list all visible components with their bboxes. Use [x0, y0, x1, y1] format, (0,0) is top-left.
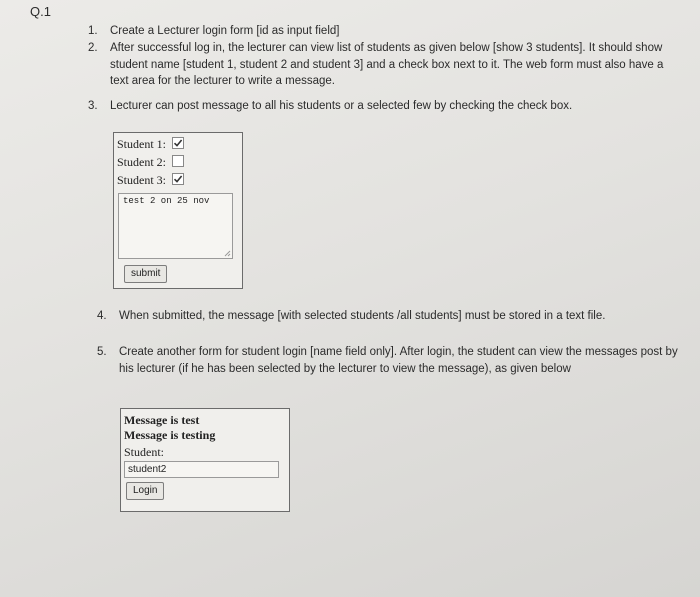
- student-label: Student 3:: [117, 173, 167, 187]
- student-field-label: Student:: [124, 445, 165, 459]
- message-textarea[interactable]: [118, 193, 233, 259]
- message-line: Message is test: [124, 413, 200, 427]
- item-number: 5.: [97, 346, 107, 358]
- item-text: When submitted, the message [with selected students /all students] must be stored in a text file.: [119, 310, 606, 322]
- item-text: Create another form for student login [name field only]. After login, the student can view the messages post by his lecturer (if he has been selected by the lecturer to view the message), as given below: [119, 346, 678, 375]
- student-row: [117, 172, 184, 189]
- list-item: [88, 23, 670, 40]
- student-name-input[interactable]: student2: [124, 461, 279, 478]
- student-view-form: [120, 408, 290, 512]
- item-number: 1.: [88, 25, 98, 37]
- item-number: 3.: [88, 100, 98, 112]
- lecturer-message-form: [113, 132, 243, 289]
- student-1-checkbox[interactable]: [172, 137, 184, 149]
- submit-button[interactable]: submit: [124, 265, 167, 283]
- question-label: Q.1: [30, 4, 51, 19]
- student-row: [117, 136, 184, 153]
- item-text: After successful log in, the lecturer can view list of students as given below [show 3 students]. It should show student name [student 1, student 2 and student 3] and a check box next to it. The web form must also have a text area for the lecturer to write a message.: [110, 42, 664, 87]
- student-row: [117, 154, 184, 171]
- login-button[interactable]: Login: [126, 482, 164, 500]
- item-text: Create a Lecturer login form [id as input field]: [110, 25, 340, 37]
- list-item: [97, 308, 669, 325]
- list-item: [97, 344, 679, 377]
- message-line: Message is testing: [124, 428, 216, 442]
- checkmark-icon: [173, 138, 183, 148]
- item-text: Lecturer can post message to all his students or a selected few by checking the check box.: [110, 100, 573, 112]
- student-label: Student 2:: [117, 155, 167, 169]
- item-number: 2.: [88, 42, 98, 54]
- student-2-checkbox[interactable]: [172, 155, 184, 167]
- item-number: 4.: [97, 310, 107, 322]
- student-label: Student 1:: [117, 137, 167, 151]
- message-text: test 2 on 25 nov: [123, 196, 210, 206]
- list-item: [88, 40, 685, 90]
- checkmark-icon: [173, 174, 183, 184]
- resize-grip-icon[interactable]: [224, 250, 231, 257]
- list-item: [88, 98, 680, 115]
- student-3-checkbox[interactable]: [172, 173, 184, 185]
